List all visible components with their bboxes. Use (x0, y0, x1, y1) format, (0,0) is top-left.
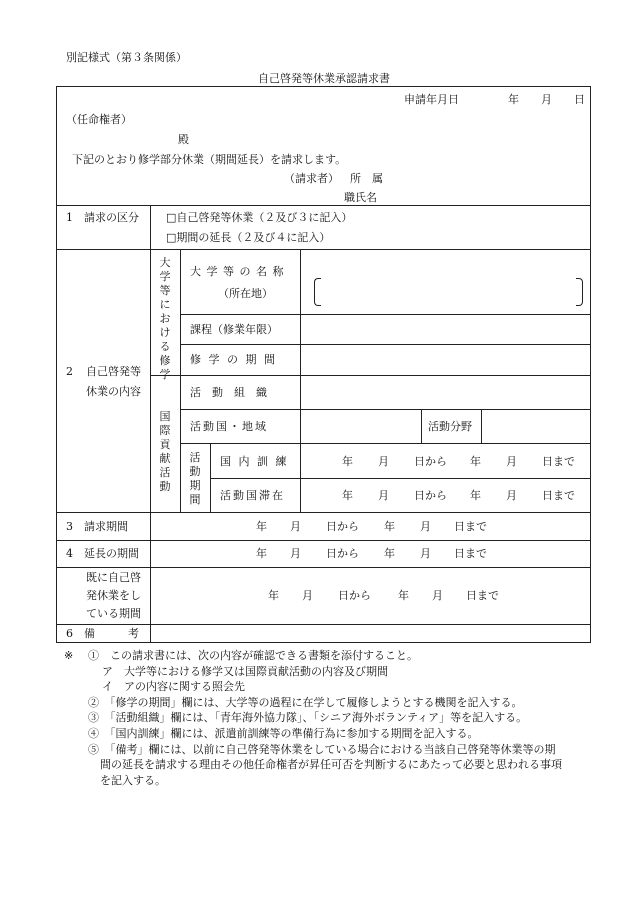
section5-year: 年 (268, 589, 279, 602)
domestic-to-year: 年 (470, 455, 481, 468)
overseas-from-month: 月 (378, 489, 389, 502)
domestic-to-month: 月 (506, 455, 517, 468)
study-group-label: 大学等における修学 (159, 256, 171, 381)
section3-month: 月 (290, 520, 301, 533)
overseas-stay-label: 活動国滞在 (220, 489, 285, 502)
domestic-from-month: 月 (378, 455, 389, 468)
section5-month2: 月 (432, 589, 443, 602)
section1-label: 1 請求の区分 (66, 211, 139, 224)
section5-label-line2: 発休業をし (86, 589, 141, 602)
section3-from-day: 日から (326, 520, 359, 533)
domestic-from-day: 日から (414, 455, 447, 468)
request-date-label: 申請年月日 (404, 93, 459, 106)
org-label: 活 動 組 織 (190, 386, 267, 399)
intl-group-label: 国際貢献活動 (159, 410, 171, 493)
right-bracket (576, 278, 583, 306)
overseas-to-year: 年 (470, 489, 481, 502)
notes-mark: ※ (64, 649, 74, 662)
section2-label-line1: 自己啓発等 (86, 365, 141, 378)
affiliation-label: 所 属 (350, 172, 383, 185)
note-4: ④ 「国内訓練」欄には、派遣前訓練等の準備行為に参加する期間を記入する。 (88, 726, 479, 740)
section4-year: 年 (256, 547, 267, 560)
section4-label: 4 延長の期間 (66, 547, 139, 560)
section3-label: 3 請求期間 (66, 520, 128, 533)
requester-label: （請求者） (284, 172, 339, 185)
note-1b: イ アの内容に関する照会先 (102, 680, 245, 694)
section4-to-day: 日まで (454, 547, 487, 560)
section5-month: 月 (302, 589, 313, 602)
request-year: 年 (508, 93, 519, 106)
request-month: 月 (541, 93, 552, 106)
domestic-to-day: 日まで (542, 455, 575, 468)
section4-from-day: 日から (326, 547, 359, 560)
domestic-from-year: 年 (342, 455, 353, 468)
dono-label: 殿 (178, 133, 189, 146)
left-bracket (314, 278, 321, 306)
section5-from-day: 日から (338, 589, 371, 602)
section4-month2: 月 (420, 547, 431, 560)
section6-label: 6 備 考 (66, 627, 139, 640)
country-label: 活動国・地域 (190, 420, 268, 433)
section1-option-leave[interactable]: □自己啓発等休業（２及び３に記入） (166, 211, 353, 224)
field-label: 活動分野 (428, 420, 472, 433)
note-1a: ア 大学等における修学又は国際貢献活動の内容及び期間 (102, 664, 388, 678)
note-5c: を記入する。 (100, 773, 166, 787)
note-3: ③ 「活動組織」欄には、「青年海外協力隊」、「シニア海外ボランティア」等を記入する。 (88, 711, 528, 725)
section5-to-day: 日まで (466, 589, 499, 602)
university-name-label: 大 学 等 の 名 称 (190, 265, 285, 278)
appointer-label: （任命権者） (66, 113, 132, 126)
activity-period-label: 活動期間 (189, 451, 201, 506)
note-1: ① この請求書には、次の内容が確認できる書類を添付すること。 (88, 649, 418, 662)
study-period-label: 修 学 の 期 間 (190, 353, 277, 366)
overseas-to-day: 日まで (542, 489, 575, 502)
section5-label-line3: ている期間 (86, 607, 141, 620)
section2-label-line2: 休業の内容 (86, 385, 141, 398)
note-2: ② 「修学の期間」欄には、大学等の過程に在学して履修しようとする機関を記入する。 (88, 695, 523, 709)
form-label: 別記様式（第３条関係） (66, 51, 187, 64)
notes (66, 648, 606, 788)
note-5b: 間の延長を請求する理由その他任命権者が昇任可否を判断するにあたって必要と思われる事項 (100, 758, 562, 772)
request-day: 日 (574, 93, 585, 106)
section3-month2: 月 (420, 520, 431, 533)
position-name-label: 職氏名 (344, 191, 377, 204)
overseas-from-day: 日から (414, 489, 447, 502)
domestic-training-label: 国 内 訓 練 (220, 455, 289, 468)
section5-year2: 年 (398, 589, 409, 602)
note-5: ⑤ 「備考」欄には、以前に自己啓発等休業をしている場合における当該自己啓発等休業等の期 (88, 742, 556, 756)
overseas-from-year: 年 (342, 489, 353, 502)
section4-year2: 年 (384, 547, 395, 560)
university-location-label: （所在地） (218, 287, 273, 300)
course-label: 課程（修業年限） (190, 323, 278, 336)
section4-month: 月 (290, 547, 301, 560)
overseas-to-month: 月 (506, 489, 517, 502)
section3-year2: 年 (384, 520, 395, 533)
section2-number: 2 (66, 365, 73, 378)
section3-to-day: 日まで (454, 520, 487, 533)
section5-label-line1: 既に自己啓 (86, 571, 141, 584)
section1-option-extension[interactable]: □期間の延長（２及び４に記入） (166, 231, 331, 244)
request-statement: 下記のとおり修学部分休業（期間延長）を請求します。 (72, 153, 347, 166)
section3-year: 年 (256, 520, 267, 533)
form-title: 自己啓発等休業承認請求書 (258, 72, 390, 85)
